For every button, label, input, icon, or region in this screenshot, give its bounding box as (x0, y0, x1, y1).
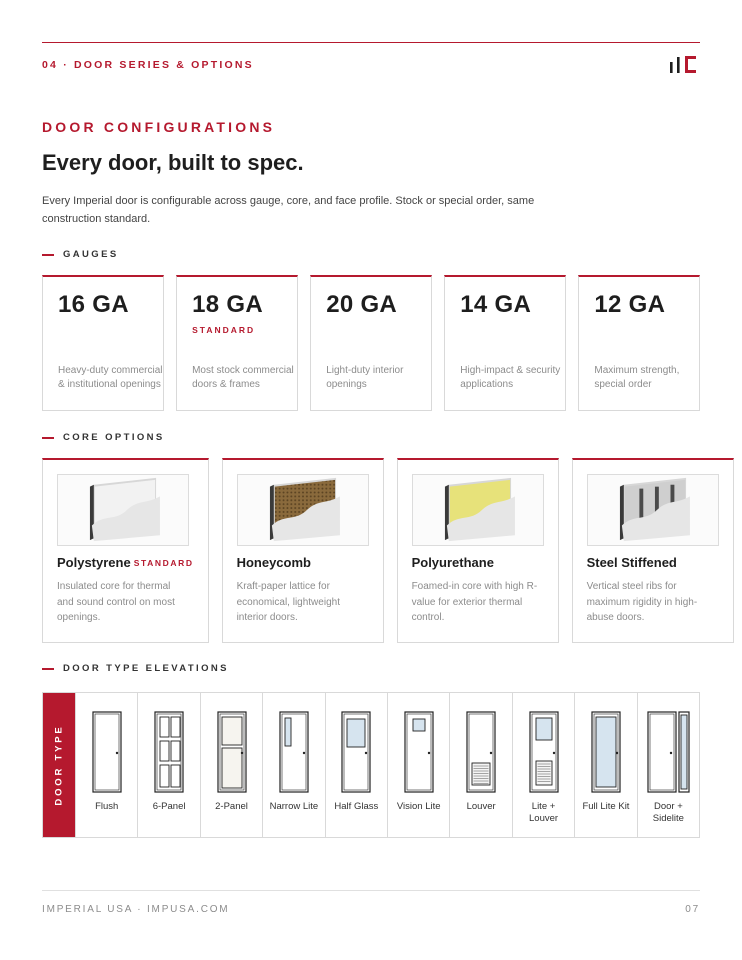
door-type-side-text: DOOR TYPE (53, 724, 65, 806)
lite-louver-door-icon (519, 711, 569, 793)
heading-dash (42, 437, 54, 439)
door-types-heading (42, 663, 229, 674)
door-type-strip (42, 692, 700, 838)
gauge-card (310, 275, 432, 411)
heading-dash (42, 668, 54, 670)
core-description: Insulated core for thermal and sound control on most openings. (57, 581, 175, 623)
intro-paragraph: Every Imperial door is configurable across gauge, core, and face profile. Stock or special order, same construction standard. (42, 195, 535, 225)
door-sidelite-icon (643, 711, 693, 793)
footer-rule (42, 890, 700, 891)
gauge-card (444, 275, 566, 411)
core-title (412, 555, 544, 570)
core-title (587, 555, 719, 570)
gauge-value: 20 GA (326, 291, 398, 318)
page-title: Every door, built to spec. (42, 150, 304, 175)
door-type-label: Lite + Louver (529, 801, 559, 824)
polystyrene-core-icon (57, 474, 189, 546)
core-card (42, 458, 209, 643)
standard-badge: STANDARD (192, 325, 256, 335)
gauge-card (176, 275, 298, 411)
door-type-cell (137, 693, 199, 837)
section-tag: 04 · DOOR SERIES & OPTIONS (42, 59, 254, 71)
gauge-value: 14 GA (460, 291, 532, 318)
narrow-lite-door-icon (269, 711, 319, 793)
door-type-side-label (43, 693, 75, 837)
vision-lite-door-icon (394, 711, 444, 793)
polyurethane-core-icon (412, 474, 544, 546)
core-description: Vertical steel ribs for maximum rigidity in high-abuse doors. (586, 581, 698, 623)
door-type-cell (449, 693, 511, 837)
flush-door-icon (82, 711, 132, 793)
gauge-description: Maximum strength, special order (594, 364, 680, 391)
door-type-cell (75, 693, 137, 837)
gauge-description: High-impact & security applications (460, 364, 561, 391)
core-name: Polystyrene (57, 555, 131, 570)
door-type-label: Half Glass (334, 801, 379, 812)
two-panel-door-icon (207, 711, 257, 793)
footer-company: IMPERIAL USA · IMPUSA.COM (42, 904, 230, 915)
door-type-cell (387, 693, 449, 837)
core-title (57, 555, 194, 570)
door-type-cell (200, 693, 262, 837)
core-name: Polyurethane (411, 555, 494, 570)
door-type-cell (512, 693, 574, 837)
core-card (572, 458, 734, 643)
door-type-label: Flush (95, 801, 119, 812)
core-card (397, 458, 559, 643)
gauge-description: Light-duty interior openings (326, 364, 404, 391)
door-type-label: Door + Sidelite (652, 801, 684, 824)
door-type-cell (637, 693, 699, 837)
half-glass-door-icon (331, 711, 381, 793)
door-type-label: Full Lite Kit (582, 801, 630, 812)
core-name: Steel Stiffened (586, 555, 677, 570)
heading-dash (42, 254, 54, 256)
gauge-value: 16 GA (58, 291, 129, 318)
gauges-heading-label: GAUGES (63, 249, 119, 260)
six-panel-door-icon (144, 711, 194, 793)
gauge-description: Most stock commercial doors & frames (192, 364, 294, 391)
louver-door-icon (456, 711, 506, 793)
core-options-heading-label: CORE OPTIONS (63, 432, 165, 443)
page-number: 07 (685, 904, 700, 915)
gauges-heading (42, 249, 119, 260)
steel-stiffened-core-icon (587, 474, 719, 546)
door-types-heading-label: DOOR TYPE ELEVATIONS (63, 663, 229, 674)
core-description: Foamed-in core with high R-value for exterior thermal control. (411, 581, 538, 623)
core-card (222, 458, 384, 643)
door-type-label: 2-Panel (215, 801, 248, 812)
full-lite-door-icon (581, 711, 631, 793)
door-type-cell (574, 693, 636, 837)
core-cards (42, 458, 700, 643)
honeycomb-core-icon (237, 474, 369, 546)
gauge-value: 18 GA (192, 291, 263, 318)
gauge-description: Heavy-duty commercial & institutional openings (58, 364, 163, 391)
door-type-cell (325, 693, 387, 837)
core-description: Kraft-paper lattice for economical, lightweight interior doors. (236, 581, 340, 623)
door-type-cell (262, 693, 324, 837)
door-type-label: 6-Panel (152, 801, 186, 812)
door-type-label: Narrow Lite (269, 801, 319, 812)
standard-badge: STANDARD (133, 558, 194, 568)
gauge-card (42, 275, 164, 411)
door-type-label: Vision Lite (396, 801, 441, 812)
core-name: Honeycomb (236, 555, 311, 570)
gauge-card (578, 275, 700, 411)
gauge-value: 12 GA (594, 291, 666, 318)
core-title (237, 555, 369, 570)
core-options-heading (42, 432, 165, 443)
door-type-label: Louver (466, 801, 496, 812)
header-rule (42, 42, 700, 43)
gauge-cards (42, 275, 700, 411)
imperial-logo-icon (668, 54, 700, 74)
page-eyebrow: DOOR CONFIGURATIONS (42, 119, 276, 135)
